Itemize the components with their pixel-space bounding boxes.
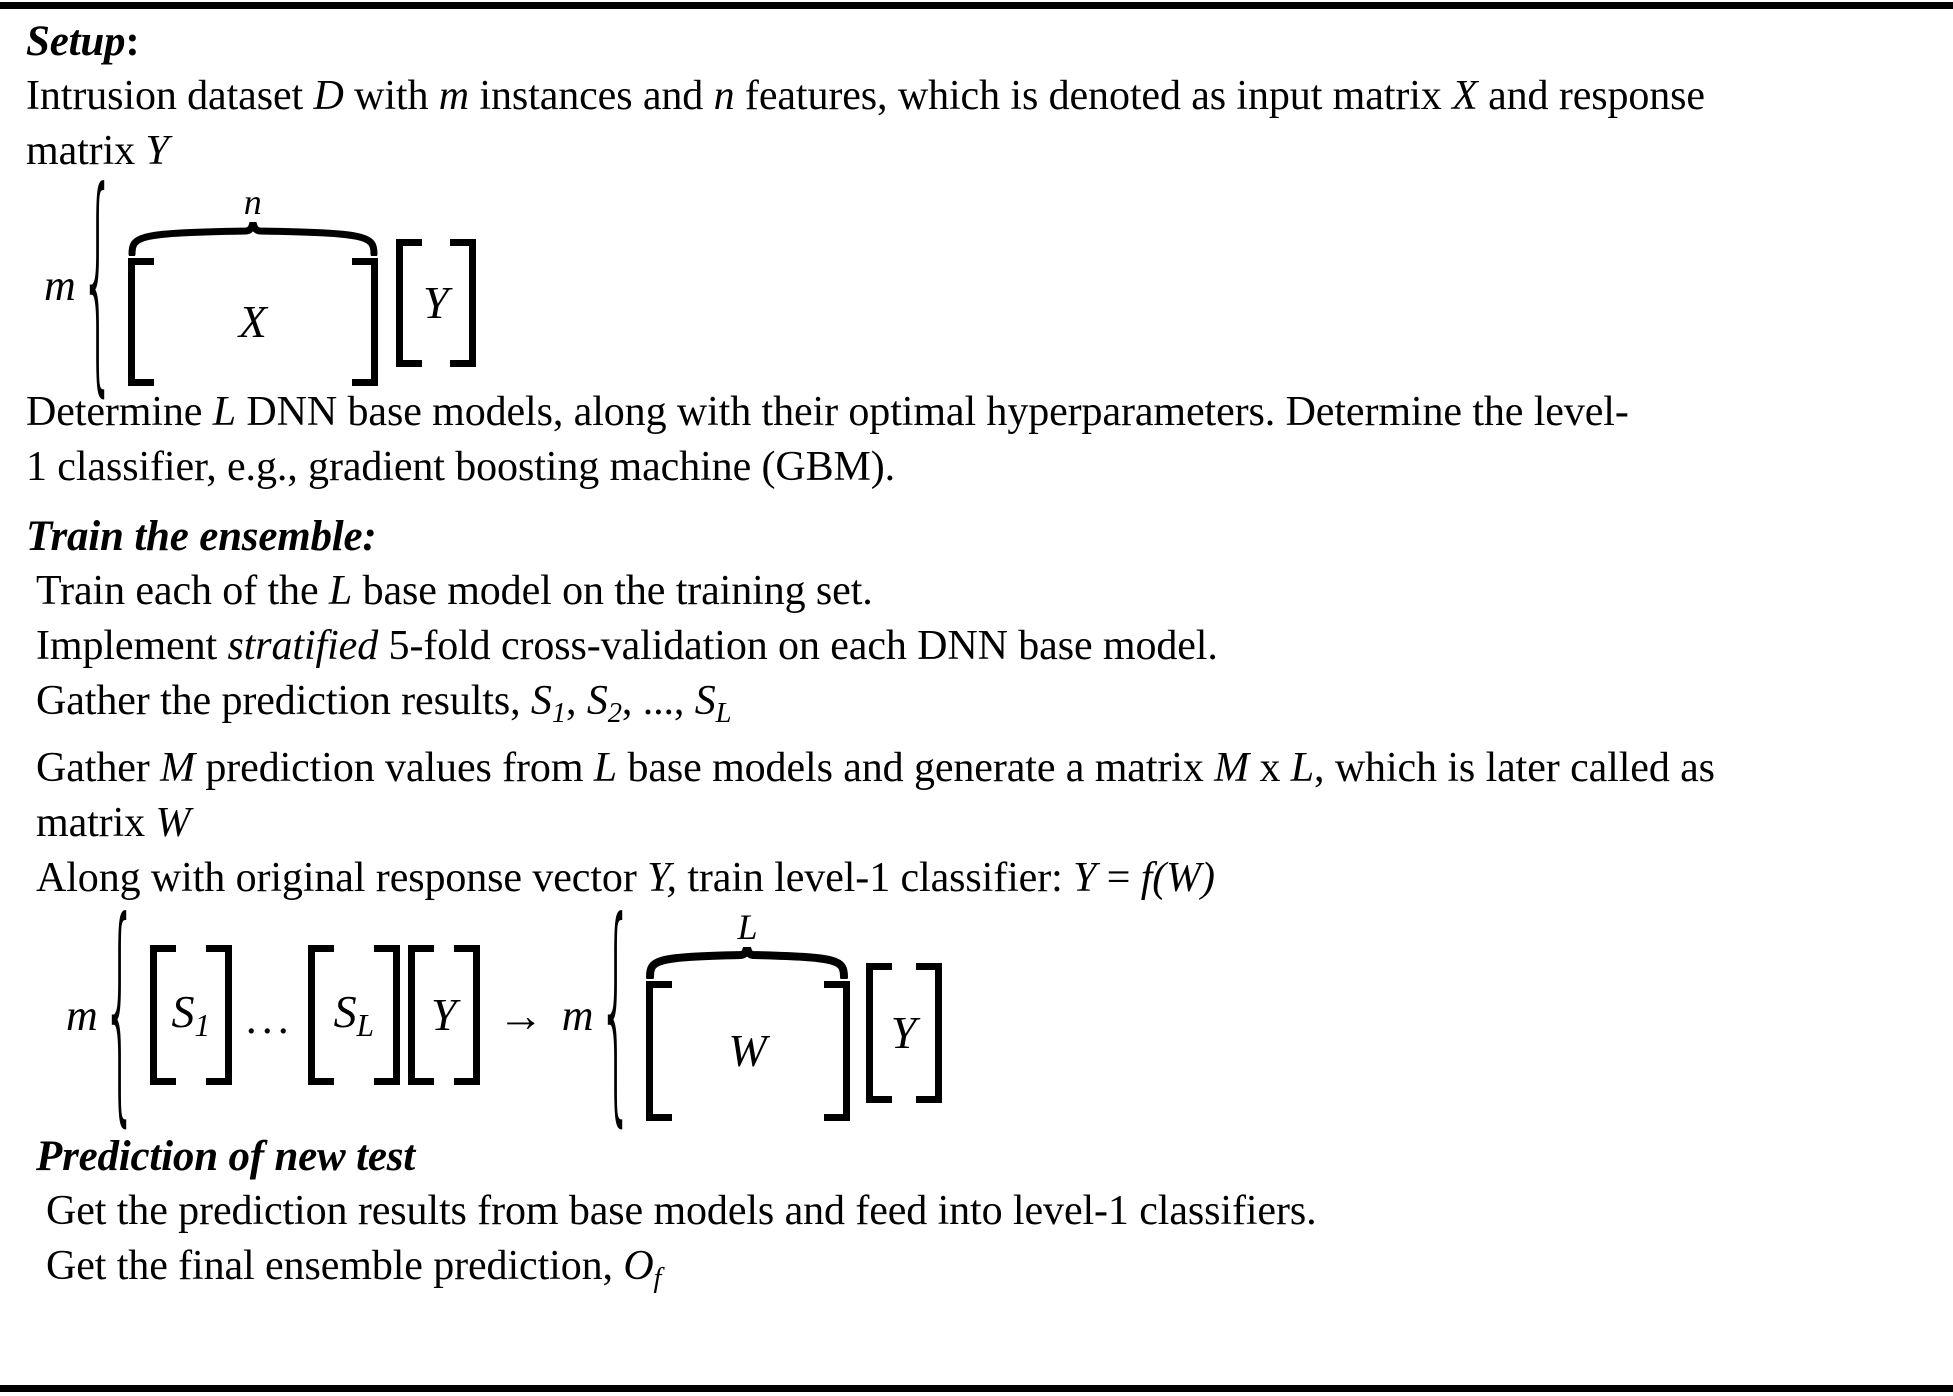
determine-text-a: Determine (26, 389, 213, 435)
bracket-left (128, 258, 154, 386)
setup-paragraph-line-1 (26, 69, 1927, 124)
setup-text-e: and response (1477, 73, 1705, 119)
overbrace-label-L: L (737, 907, 758, 948)
matrix2-ellipsis: ... (245, 993, 294, 1043)
train-text-f: Gather (36, 744, 161, 791)
matrix2-left-group: m { $S_1$ ... $S_L$ Y (66, 945, 480, 1085)
bracket-right (916, 963, 942, 1103)
setup-text-c: instances and (469, 73, 714, 119)
bracket-left (396, 239, 422, 367)
section-heading-prediction: Prediction of new test (36, 1132, 415, 1180)
times-operator: x (1249, 744, 1291, 791)
matrix2-bracket-S1 (150, 945, 232, 1085)
setup-heading-text: Setup (26, 18, 126, 65)
determine-text-b: DNN base models, along with their optimal hyperparameters. Determine the level- (236, 389, 1629, 435)
bottom-rule (0, 1385, 1953, 1392)
train-text-k: Along with original response vector (36, 854, 648, 901)
var-Y: Y (1073, 854, 1097, 901)
var-L: L (328, 568, 353, 614)
func-fW: f(W) (1140, 854, 1215, 901)
train-line-6 (26, 851, 1927, 906)
bracket-right (454, 945, 480, 1085)
train-line-4 (26, 741, 1927, 796)
overbrace-label-n: n (243, 182, 262, 222)
bracket-right (450, 239, 476, 367)
matrix2-cell-label-Y: Y (430, 989, 457, 1041)
matrix2-right-group: m { L W Y (562, 909, 942, 1121)
equals-operator: = (1096, 854, 1141, 901)
bracket-right (824, 981, 850, 1121)
overbrace-L-icon (646, 947, 850, 979)
section-heading-train: Train the ensemble: (26, 513, 377, 560)
bracket-left (308, 945, 334, 1085)
bracket-right (374, 945, 400, 1085)
train-text-b: base model on the training set. (352, 568, 873, 614)
train-text-l: train level-1 classifier: (676, 854, 1074, 901)
bracket-left (408, 945, 434, 1085)
var-M: M (1214, 744, 1250, 791)
determine-paragraph-line-2: 1 classifier, e.g., gradient boosting machine (GBM). (26, 444, 896, 490)
setup-text-a: Intrusion dataset (26, 73, 314, 119)
train-text-a: Train each of the (36, 568, 329, 614)
overbrace-n-icon (128, 222, 378, 256)
matrix-diagram-setup: m { n X Y (26, 185, 1927, 385)
matrix2-cell-label-Y: Y (890, 1007, 917, 1059)
train-line-3 (26, 674, 1927, 741)
matrix2-bracket-SL (308, 945, 400, 1085)
train-text-g: prediction values from (194, 744, 594, 791)
matrix2-left-row-label: m (66, 990, 98, 1040)
var-m: m (438, 73, 470, 119)
train-text-e: Gather the prediction results, (36, 678, 531, 724)
emph-stratified: stratified (227, 623, 379, 669)
train-text-h: base models and generate a matrix (617, 744, 1215, 791)
var-L: L (593, 744, 618, 791)
section-heading-setup (26, 14, 1927, 69)
setup-text-f: matrix (26, 128, 146, 174)
setup-text-b: with (343, 73, 439, 119)
var-S2: $S_2$ (586, 678, 622, 729)
train-text-c: Implement (36, 623, 228, 669)
setup-heading-colon: : (125, 18, 140, 65)
bracket-right (206, 945, 232, 1085)
sep-2: , ..., (621, 678, 695, 724)
matrix1-cell-label-X: X (238, 296, 267, 347)
prediction-line-2 (26, 1239, 1927, 1306)
var-S1: $S_1$ (530, 678, 567, 729)
prediction-text-a: Get the final ensemble prediction, (46, 1242, 624, 1289)
matrix1-row-label: m (44, 260, 76, 310)
matrix2-cell-label-W: W (728, 1025, 767, 1077)
sep-1: , (566, 678, 587, 724)
prediction-line-1: Get the prediction results from base models and feed into level-1 classifiers. (46, 1187, 1317, 1234)
matrix2-cell-W-group (646, 909, 850, 1121)
matrix2-cell-label-S1: $S_1$ (171, 986, 211, 1044)
var-D: D (313, 73, 344, 119)
matrix2-bracket-Y-right (866, 963, 942, 1103)
var-W: W (155, 799, 191, 846)
algorithm-body (26, 0, 1927, 1306)
train-text-i: , which is later called as (1314, 744, 1715, 791)
bracket-right (352, 258, 378, 386)
matrix2-right-row-label: m (561, 990, 594, 1040)
matrix1-cell-label-Y: Y (422, 277, 449, 328)
train-text-d: 5-fold cross-validation on each DNN base model. (378, 623, 1218, 669)
setup-paragraph-line-2 (26, 124, 1927, 179)
setup-text-d: features, which is denoted as input matrix (734, 73, 1453, 119)
var-M: M (160, 744, 195, 791)
matrix2-cell-label-SL: $S_L$ (333, 986, 374, 1044)
train-text-j: matrix (36, 799, 156, 846)
matrix1-bracket-Y (396, 239, 476, 367)
var-Y: Y (145, 128, 169, 174)
matrix1-cell-X-group (128, 184, 378, 386)
var-L: L (212, 389, 237, 435)
var-L: L (1290, 744, 1315, 791)
var-n: n (713, 73, 735, 119)
matrix1-bracket-X (128, 258, 378, 386)
determine-paragraph-line-1 (26, 385, 1927, 440)
train-line-5 (26, 796, 1927, 851)
matrix2-bracket-W (646, 981, 850, 1121)
bracket-left (646, 981, 672, 1121)
bracket-left (866, 963, 892, 1103)
bracket-left (150, 945, 176, 1085)
var-Of: $O_f$ (623, 1242, 662, 1294)
var-Y: Y, (647, 854, 677, 901)
var-X: X (1452, 73, 1478, 119)
train-line-1 (26, 564, 1927, 619)
var-SL: $S_L$ (694, 678, 732, 729)
matrix2-bracket-Y-left (408, 945, 480, 1085)
train-line-2 (26, 619, 1927, 674)
implies-arrow-icon: → (497, 989, 544, 1041)
